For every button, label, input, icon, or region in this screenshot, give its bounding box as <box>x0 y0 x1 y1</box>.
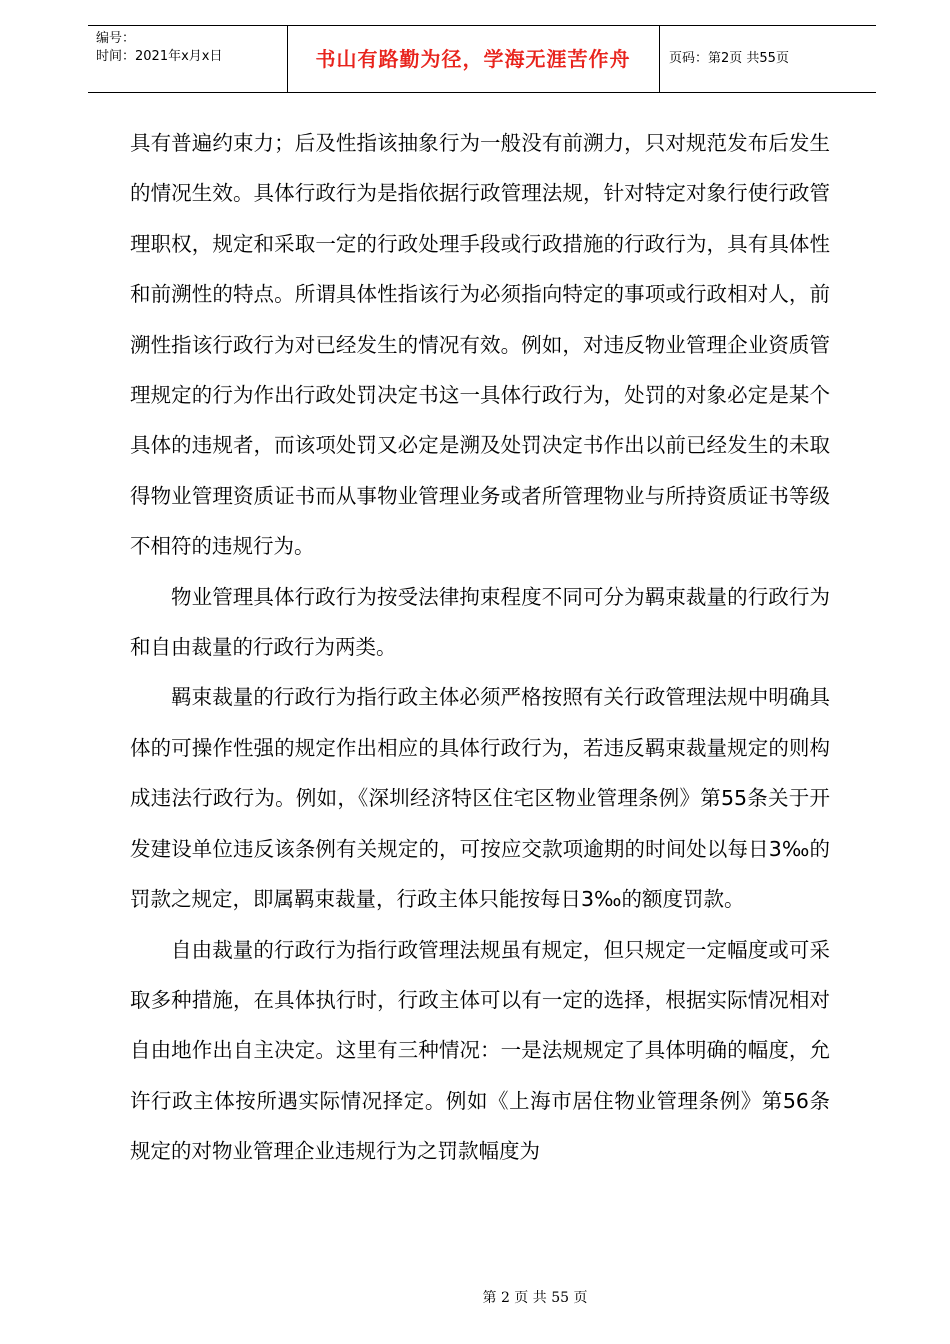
header-page-info: 页码：第2页 共55页 <box>669 51 789 66</box>
paragraph-continued: 具有普遍约束力；后及性指该抽象行为一般没有前溯力，只对规范发布后发生的情况生效。具体行政行为是指依据行政管理法规，针对特定对象行使行政管理职权，规定和采取一定的行政处理手段或行政措施的行政行为，具有具体性和前溯性的特点。所谓具体性指该行为必须指向特定的事项或行政相对人，前溯性指该行政行为对已经发生的情况有效。例如，对违反物业管理企业资质管理规定的行为作出行政处罚决定书这一具体行政行为，处罚的对象必定是某个具体的违规者，而该项处罚又必定是溯及处罚决定书作出以前已经发生的未取得物业管理资质证书而从事物业管理业务或者所管理物业与所持资质证书等级不相符的违规行为。 <box>130 131 830 559</box>
paragraph: 羁束裁量的行政行为指行政主体必须严格按照有关行政管理法规中明确具体的可操作性强的规定作出相应的具体行政行为，若违反羁束裁量规定的则构成违法行政行为。例如，《深圳经济特区住宅区物业管理条例》第55条关于开发建设单位违反该条例有关规定的，可按应交款项逾期的时间处以每日3‰的罚款之规定，即属羁束裁量，行政主体只能按每日3‰的额度罚款。 <box>130 685 830 912</box>
document-body <box>130 118 830 1177</box>
document-number-label: 编号： <box>96 31 136 46</box>
page-footer: 第 2 页 共 55 页 <box>482 1290 588 1306</box>
paragraph: 自由裁量的行政行为指行政管理法规虽有规定，但只规定一定幅度或可采取多种措施，在具体执行时，行政主体可以有一定的选择，根据实际情况相对自由地作出自主决定。这里有三种情况：一是法规规定了具体明确的幅度，允许行政主体按所遇实际情况择定。例如《上海市居住物业管理条例》第56条规定的对物业管理企业违规行为之罚款幅度为 <box>130 937 830 1164</box>
page-header <box>88 25 876 93</box>
paragraph: 物业管理具体行政行为按受法律拘束程度不同可分为羁束裁量的行政行为和自由裁量的行政行为两类。 <box>130 584 830 660</box>
header-meta <box>96 30 286 66</box>
header-divider-right <box>659 26 660 92</box>
document-time-label: 时间：2021年x月x日 <box>96 49 223 64</box>
header-motto: 书山有路勤为径，学海无涯苦作舟 <box>315 47 631 71</box>
